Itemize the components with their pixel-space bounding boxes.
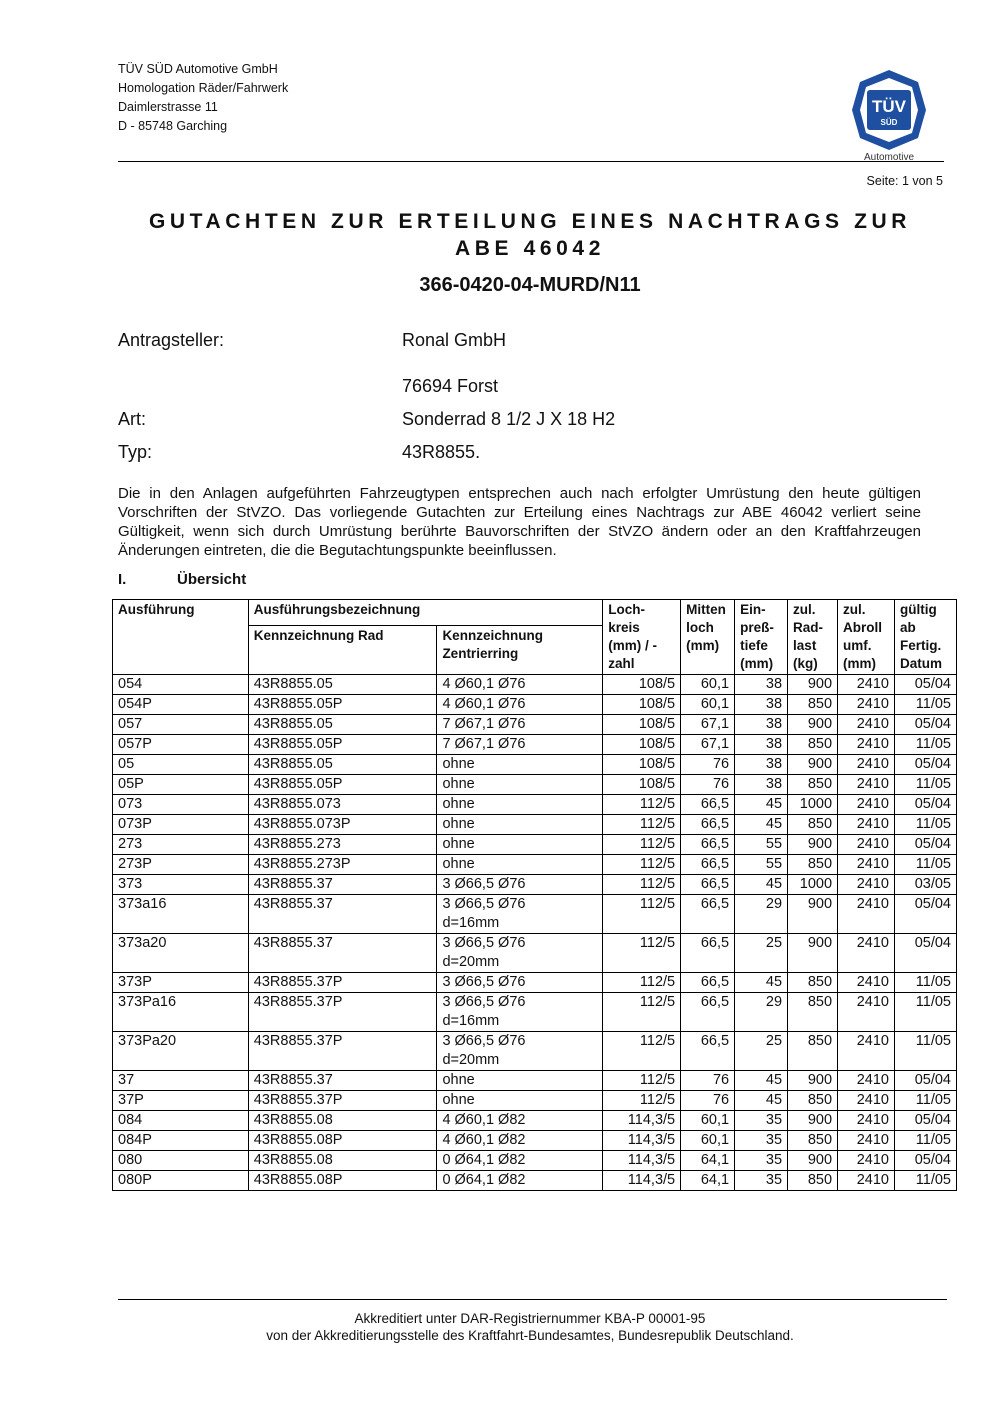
address-line: Homologation Räder/Fahrwerk <box>118 81 289 95</box>
table-row <box>113 934 957 973</box>
cell-radlast: 900 <box>788 715 838 735</box>
cell-kennz-rad: 43R8855.37 <box>248 895 437 934</box>
cell-abrollumfang: 2410 <box>838 895 895 934</box>
cell-mittenloch: 66,5 <box>681 875 735 895</box>
cell-einpresstiefe: 55 <box>735 835 788 855</box>
cell-kennz-rad: 43R8855.073 <box>248 795 437 815</box>
cell-einpresstiefe: 35 <box>735 1151 788 1171</box>
cell-mittenloch: 66,5 <box>681 993 735 1032</box>
cell-abrollumfang: 2410 <box>838 1111 895 1131</box>
cell-radlast: 900 <box>788 1151 838 1171</box>
table-row <box>113 715 957 735</box>
header-kennz-zentrierring: Kennzeichnung Zentrierring <box>437 626 603 675</box>
cell-kennz-zentrierring: 4 Ø60,1 Ø82 <box>437 1111 603 1131</box>
header-einpresstiefe: Ein-preß-tiefe (mm) <box>735 600 788 675</box>
table-row <box>113 875 957 895</box>
applicant-city: 76694 Forst <box>402 376 499 396</box>
cell-mittenloch: 76 <box>681 1071 735 1091</box>
cell-ausfuehrung: 057P <box>113 735 249 755</box>
cell-radlast: 850 <box>788 735 838 755</box>
cell-lochkreis: 112/5 <box>603 934 681 973</box>
table-row <box>113 1131 957 1151</box>
cell-gueltig: 11/05 <box>894 973 956 993</box>
cell-einpresstiefe: 45 <box>735 1091 788 1111</box>
section-title: Übersicht <box>177 571 247 588</box>
cell-mittenloch: 66,5 <box>681 973 735 993</box>
cell-mittenloch: 76 <box>681 775 735 795</box>
cell-gueltig: 11/05 <box>894 735 956 755</box>
cell-ausfuehrung: 273 <box>113 835 249 855</box>
cell-kennz-zentrierring: ohne <box>437 835 603 855</box>
cell-gueltig: 11/05 <box>894 855 956 875</box>
cell-ausfuehrung: 080 <box>113 1151 249 1171</box>
cell-ausfuehrung: 073P <box>113 815 249 835</box>
table-row <box>113 1091 957 1111</box>
cell-kennz-rad: 43R8855.08P <box>248 1131 437 1151</box>
cell-gueltig: 11/05 <box>894 695 956 715</box>
cell-kennz-rad: 43R8855.05 <box>248 715 437 735</box>
cell-lochkreis: 112/5 <box>603 855 681 875</box>
cell-kennz-rad: 43R8855.05P <box>248 735 437 755</box>
cell-kennz-zentrierring: 3 Ø66,5 Ø76 d=16mm <box>437 895 603 934</box>
cell-kennz-zentrierring: 3 Ø66,5 Ø76 <box>437 973 603 993</box>
cell-einpresstiefe: 25 <box>735 1032 788 1071</box>
cell-lochkreis: 112/5 <box>603 895 681 934</box>
header-bezeichnung: Ausführungsbezeichnung <box>248 600 602 626</box>
table-row <box>113 973 957 993</box>
table-body <box>113 675 957 1191</box>
cell-abrollumfang: 2410 <box>838 993 895 1032</box>
cell-einpresstiefe: 45 <box>735 795 788 815</box>
cell-ausfuehrung: 373a20 <box>113 934 249 973</box>
cell-gueltig: 11/05 <box>894 815 956 835</box>
cell-lochkreis: 112/5 <box>603 973 681 993</box>
overview-table <box>112 599 957 1191</box>
cell-mittenloch: 76 <box>681 1091 735 1111</box>
cell-gueltig: 05/04 <box>894 755 956 775</box>
table-row <box>113 1171 957 1191</box>
cell-mittenloch: 66,5 <box>681 934 735 973</box>
cell-mittenloch: 66,5 <box>681 1032 735 1071</box>
cell-lochkreis: 108/5 <box>603 755 681 775</box>
table-row <box>113 1032 957 1071</box>
tuv-sud-logo <box>850 68 928 164</box>
cell-lochkreis: 108/5 <box>603 775 681 795</box>
cell-gueltig: 11/05 <box>894 1171 956 1191</box>
cell-gueltig: 11/05 <box>894 1032 956 1071</box>
cell-gueltig: 11/05 <box>894 775 956 795</box>
cell-kennz-zentrierring: ohne <box>437 795 603 815</box>
cell-radlast: 850 <box>788 695 838 715</box>
cell-radlast: 850 <box>788 815 838 835</box>
cell-gueltig: 05/04 <box>894 835 956 855</box>
document-title <box>100 208 960 262</box>
cell-abrollumfang: 2410 <box>838 1171 895 1191</box>
address-line: D - 85748 Garching <box>118 119 228 133</box>
cell-gueltig: 05/04 <box>894 675 956 695</box>
header-lochkreis: Loch-kreis (mm) / -zahl <box>603 600 681 675</box>
cell-radlast: 900 <box>788 1111 838 1131</box>
applicant-value: Ronal GmbH <box>402 330 507 350</box>
cell-kennz-rad: 43R8855.273 <box>248 835 437 855</box>
table-row <box>113 815 957 835</box>
cell-gueltig: 11/05 <box>894 1091 956 1111</box>
cell-einpresstiefe: 35 <box>735 1111 788 1131</box>
cell-ausfuehrung: 273P <box>113 855 249 875</box>
header-mittenloch: Mitten loch (mm) <box>681 600 735 675</box>
cell-einpresstiefe: 35 <box>735 1171 788 1191</box>
cell-ausfuehrung: 373a16 <box>113 895 249 934</box>
header-gueltig: gültig ab Fertig. Datum <box>894 600 956 675</box>
cell-einpresstiefe: 38 <box>735 775 788 795</box>
header-ausfuehrung: Ausführung <box>113 600 249 675</box>
cell-einpresstiefe: 45 <box>735 815 788 835</box>
cell-gueltig: 03/05 <box>894 875 956 895</box>
cell-kennz-zentrierring: 3 Ø66,5 Ø76 d=20mm <box>437 934 603 973</box>
cell-kennz-zentrierring: ohne <box>437 815 603 835</box>
cell-ausfuehrung: 084 <box>113 1111 249 1131</box>
cell-ausfuehrung: 084P <box>113 1131 249 1151</box>
cell-kennz-rad: 43R8855.37P <box>248 1032 437 1071</box>
validity-paragraph: Die in den Anlagen aufgeführten Fahrzeugtypen entsprechen auch nach erfolgter Umrüstung den heute gültigen Vorschriften der StVZO. Das vorliegende Gutachten zur Erteilung eines Nachtrags zur ABE 46042 verliert seine Gültigkeit, wenn sich durch Umrüstung berührte Bauvorschriften der StVZO ändern oder an den Kraftfahrzeugen Änderungen eintreten, die die Begutachtungspunkte beeinflussen. <box>118 485 921 559</box>
cell-lochkreis: 112/5 <box>603 993 681 1032</box>
table-row <box>113 775 957 795</box>
cell-kennz-zentrierring: ohne <box>437 1091 603 1111</box>
cell-mittenloch: 66,5 <box>681 855 735 875</box>
cell-kennz-rad: 43R8855.37P <box>248 973 437 993</box>
type-value: Sonderrad 8 1/2 J X 18 H2 <box>402 409 616 429</box>
cell-ausfuehrung: 373 <box>113 875 249 895</box>
logo-text-main: TÜV <box>872 97 906 116</box>
cell-ausfuehrung: 373P <box>113 973 249 993</box>
cell-radlast: 850 <box>788 993 838 1032</box>
cell-abrollumfang: 2410 <box>838 815 895 835</box>
cell-gueltig: 05/04 <box>894 1071 956 1091</box>
header-kennz-rad: Kennzeichnung Rad <box>248 626 437 675</box>
cell-gueltig: 11/05 <box>894 1131 956 1151</box>
cell-lochkreis: 108/5 <box>603 735 681 755</box>
cell-kennz-zentrierring: ohne <box>437 1071 603 1091</box>
cell-mittenloch: 60,1 <box>681 1131 735 1151</box>
cell-abrollumfang: 2410 <box>838 973 895 993</box>
table-row <box>113 835 957 855</box>
cell-lochkreis: 114,3/5 <box>603 1131 681 1151</box>
cell-mittenloch: 64,1 <box>681 1151 735 1171</box>
table-row <box>113 895 957 934</box>
cell-abrollumfang: 2410 <box>838 1032 895 1071</box>
cell-lochkreis: 112/5 <box>603 815 681 835</box>
cell-kennz-rad: 43R8855.05 <box>248 675 437 695</box>
cell-mittenloch: 67,1 <box>681 735 735 755</box>
cell-ausfuehrung: 073 <box>113 795 249 815</box>
cell-radlast: 850 <box>788 855 838 875</box>
cell-abrollumfang: 2410 <box>838 1071 895 1091</box>
cell-radlast: 850 <box>788 775 838 795</box>
cell-abrollumfang: 2410 <box>838 755 895 775</box>
table-row <box>113 1151 957 1171</box>
logo-text-sub: SÜD <box>880 118 898 127</box>
cell-radlast: 850 <box>788 1131 838 1151</box>
cell-lochkreis: 114,3/5 <box>603 1171 681 1191</box>
cell-mittenloch: 67,1 <box>681 715 735 735</box>
cell-radlast: 900 <box>788 934 838 973</box>
cell-kennz-rad: 43R8855.08 <box>248 1111 437 1131</box>
cell-gueltig: 11/05 <box>894 993 956 1032</box>
cell-lochkreis: 112/5 <box>603 1032 681 1071</box>
cell-radlast: 850 <box>788 1171 838 1191</box>
cell-mittenloch: 66,5 <box>681 795 735 815</box>
cell-radlast: 900 <box>788 1071 838 1091</box>
cell-kennz-rad: 43R8855.08P <box>248 1171 437 1191</box>
cell-kennz-rad: 43R8855.37P <box>248 1091 437 1111</box>
cell-einpresstiefe: 29 <box>735 895 788 934</box>
cell-einpresstiefe: 55 <box>735 855 788 875</box>
table-row <box>113 993 957 1032</box>
cell-einpresstiefe: 45 <box>735 1071 788 1091</box>
cell-einpresstiefe: 38 <box>735 735 788 755</box>
cell-abrollumfang: 2410 <box>838 1091 895 1111</box>
cell-mittenloch: 66,5 <box>681 895 735 934</box>
cell-radlast: 1000 <box>788 795 838 815</box>
cell-ausfuehrung: 057 <box>113 715 249 735</box>
table-row <box>113 855 957 875</box>
cell-mittenloch: 60,1 <box>681 675 735 695</box>
cell-lochkreis: 112/5 <box>603 875 681 895</box>
cell-abrollumfang: 2410 <box>838 835 895 855</box>
table-row <box>113 1111 957 1131</box>
type-label: Art: <box>118 409 147 429</box>
cell-einpresstiefe: 38 <box>735 755 788 775</box>
cell-mittenloch: 64,1 <box>681 1171 735 1191</box>
cell-kennz-rad: 43R8855.08 <box>248 1151 437 1171</box>
cell-einpresstiefe: 38 <box>735 675 788 695</box>
cell-gueltig: 05/04 <box>894 895 956 934</box>
footer-divider <box>118 1299 947 1300</box>
footer-line-2: von der Akkreditierungsstelle des Kraftfahrt-Bundesamtes, Bundesrepublik Deutschland. <box>266 1328 794 1343</box>
cell-kennz-rad: 43R8855.37 <box>248 875 437 895</box>
cell-abrollumfang: 2410 <box>838 715 895 735</box>
table-row <box>113 695 957 715</box>
applicant-label: Antragsteller: <box>118 330 225 350</box>
cell-radlast: 900 <box>788 895 838 934</box>
cell-ausfuehrung: 05P <box>113 775 249 795</box>
cell-einpresstiefe: 38 <box>735 695 788 715</box>
cell-einpresstiefe: 38 <box>735 715 788 735</box>
cell-kennz-rad: 43R8855.37 <box>248 1071 437 1091</box>
logo-caption: Automotive <box>863 152 915 163</box>
cell-einpresstiefe: 45 <box>735 973 788 993</box>
cell-lochkreis: 114,3/5 <box>603 1151 681 1171</box>
cell-kennz-rad: 43R8855.05P <box>248 775 437 795</box>
cell-radlast: 900 <box>788 675 838 695</box>
cell-gueltig: 05/04 <box>894 715 956 735</box>
cell-ausfuehrung: 373Pa20 <box>113 1032 249 1071</box>
cell-gueltig: 05/04 <box>894 795 956 815</box>
cell-kennz-rad: 43R8855.37P <box>248 993 437 1032</box>
cell-einpresstiefe: 45 <box>735 875 788 895</box>
address-line: Daimlerstrasse 11 <box>118 100 218 114</box>
footer-line-1: Akkreditiert unter DAR-Registriernummer KBA-P 00001-95 <box>354 1311 706 1326</box>
cell-radlast: 900 <box>788 755 838 775</box>
cell-kennz-zentrierring: ohne <box>437 755 603 775</box>
cell-kennz-zentrierring: 3 Ø66,5 Ø76 d=16mm <box>437 993 603 1032</box>
title-line-1: GUTACHTEN ZUR ERTEILUNG EINES NACHTRAGS ZUR <box>148 210 912 233</box>
cell-lochkreis: 108/5 <box>603 675 681 695</box>
header-divider <box>118 161 944 162</box>
cell-mittenloch: 66,5 <box>681 835 735 855</box>
document-number: 366-0420-04-MURD/N11 <box>419 274 641 296</box>
cell-radlast: 850 <box>788 973 838 993</box>
cell-abrollumfang: 2410 <box>838 855 895 875</box>
cell-kennz-rad: 43R8855.073P <box>248 815 437 835</box>
cell-lochkreis: 108/5 <box>603 715 681 735</box>
cell-ausfuehrung: 054 <box>113 675 249 695</box>
cell-lochkreis: 112/5 <box>603 1071 681 1091</box>
cell-kennz-zentrierring: 4 Ø60,1 Ø76 <box>437 695 603 715</box>
cell-kennz-rad: 43R8855.37 <box>248 934 437 973</box>
cell-kennz-zentrierring: 3 Ø66,5 Ø76 <box>437 875 603 895</box>
cell-lochkreis: 112/5 <box>603 835 681 855</box>
cell-abrollumfang: 2410 <box>838 775 895 795</box>
cell-lochkreis: 112/5 <box>603 1091 681 1111</box>
cell-radlast: 900 <box>788 835 838 855</box>
cell-lochkreis: 114,3/5 <box>603 1111 681 1131</box>
section-number: I. <box>118 571 127 588</box>
address-line: TÜV SÜD Automotive GmbH <box>118 62 278 76</box>
cell-kennz-rad: 43R8855.273P <box>248 855 437 875</box>
title-line-2: ABE 46042 <box>455 237 605 260</box>
cell-mittenloch: 66,5 <box>681 815 735 835</box>
cell-kennz-zentrierring: 4 Ø60,1 Ø82 <box>437 1131 603 1151</box>
cell-ausfuehrung: 37P <box>113 1091 249 1111</box>
cell-ausfuehrung: 054P <box>113 695 249 715</box>
cell-kennz-zentrierring: 0 Ø64,1 Ø82 <box>437 1151 603 1171</box>
cell-kennz-rad: 43R8855.05 <box>248 755 437 775</box>
cell-kennz-zentrierring: ohne <box>437 855 603 875</box>
table-row <box>113 735 957 755</box>
cell-radlast: 850 <box>788 1091 838 1111</box>
cell-kennz-zentrierring: 0 Ø64,1 Ø82 <box>437 1171 603 1191</box>
cell-kennz-zentrierring: 7 Ø67,1 Ø76 <box>437 735 603 755</box>
cell-abrollumfang: 2410 <box>838 934 895 973</box>
table-row <box>113 795 957 815</box>
cell-abrollumfang: 2410 <box>838 1151 895 1171</box>
cell-abrollumfang: 2410 <box>838 695 895 715</box>
cell-einpresstiefe: 35 <box>735 1131 788 1151</box>
cell-kennz-zentrierring: 7 Ø67,1 Ø76 <box>437 715 603 735</box>
cell-kennz-zentrierring: 3 Ø66,5 Ø76 d=20mm <box>437 1032 603 1071</box>
page-indicator: Seite: 1 von 5 <box>866 174 943 188</box>
cell-abrollumfang: 2410 <box>838 675 895 695</box>
cell-ausfuehrung: 05 <box>113 755 249 775</box>
header-radlast: zul. Rad-last (kg) <box>788 600 838 675</box>
table-row <box>113 1071 957 1091</box>
cell-abrollumfang: 2410 <box>838 795 895 815</box>
table-row <box>113 755 957 775</box>
cell-kennz-zentrierring: 4 Ø60,1 Ø76 <box>437 675 603 695</box>
cell-gueltig: 05/04 <box>894 1111 956 1131</box>
cell-radlast: 1000 <box>788 875 838 895</box>
cell-ausfuehrung: 080P <box>113 1171 249 1191</box>
cell-mittenloch: 60,1 <box>681 695 735 715</box>
cell-lochkreis: 112/5 <box>603 795 681 815</box>
model-label: Typ: <box>118 442 153 462</box>
cell-abrollumfang: 2410 <box>838 875 895 895</box>
cell-abrollumfang: 2410 <box>838 1131 895 1151</box>
cell-mittenloch: 76 <box>681 755 735 775</box>
model-value: 43R8855. <box>402 442 481 462</box>
cell-kennz-rad: 43R8855.05P <box>248 695 437 715</box>
table-row <box>113 675 957 695</box>
cell-einpresstiefe: 25 <box>735 934 788 973</box>
cell-gueltig: 05/04 <box>894 1151 956 1171</box>
cell-radlast: 850 <box>788 1032 838 1071</box>
cell-einpresstiefe: 29 <box>735 993 788 1032</box>
cell-lochkreis: 108/5 <box>603 695 681 715</box>
cell-abrollumfang: 2410 <box>838 735 895 755</box>
cell-kennz-zentrierring: ohne <box>437 775 603 795</box>
cell-ausfuehrung: 373Pa16 <box>113 993 249 1032</box>
cell-mittenloch: 60,1 <box>681 1111 735 1131</box>
header-abrollumfang: zul. Abroll umf. (mm) <box>838 600 895 675</box>
cell-ausfuehrung: 37 <box>113 1071 249 1091</box>
cell-gueltig: 05/04 <box>894 934 956 973</box>
sender-address <box>118 60 288 136</box>
